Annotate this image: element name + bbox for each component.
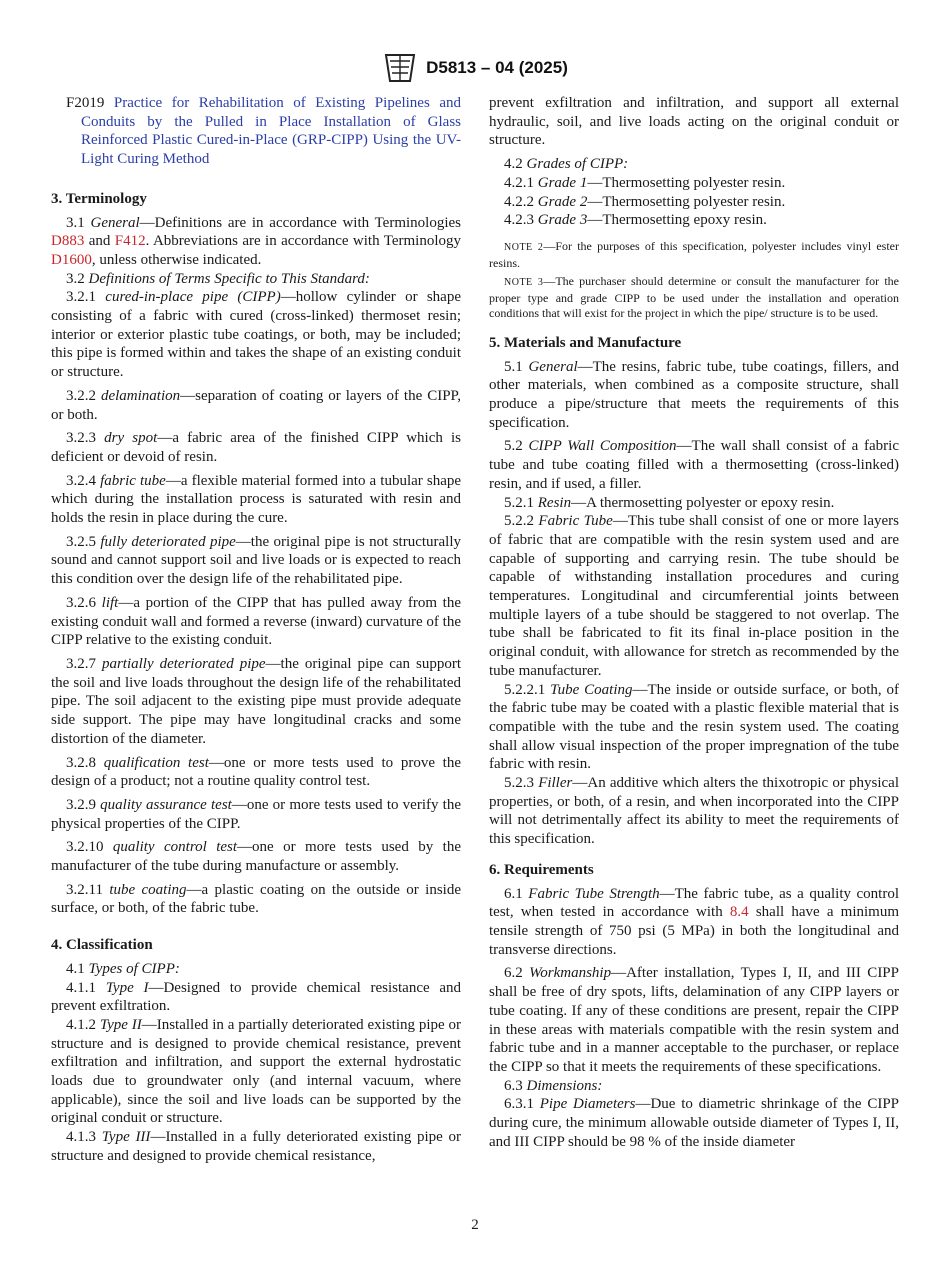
- para-3-2-11: 3.2.11 tube coating—a plastic coating on the outside or inside surface, or both, of the fabric tube.: [51, 881, 461, 917]
- ref-title-link[interactable]: Practice for Rehabilitation of Existing Pipelines and Conduits by the Pulled in Place Installation of Glass Reinforced Plastic Cured-in-Place (GRP-CIPP) Using the UV-Light Curing Method: [81, 95, 461, 168]
- link-8-4[interactable]: 8.4: [729, 904, 749, 921]
- para-4-2: 4.2 Grades of CIPP:: [504, 156, 629, 173]
- standard-designation: D5813 – 04 (2025): [426, 58, 568, 77]
- para-3-2-1: 3.2.1 cured-in-place pipe (CIPP)—hollow cylinder or shape consisting of a fabric with cured (cross-linked) thermoset resin; interior or exterior plastic tube coatings, or both, may be included; this pipe is formed within and takes the shape of an existing conduit or structure.: [51, 289, 461, 381]
- para-5-2-2-1: 5.2.2.1 Tube Coating—The inside or outside surface, or both, of the fabric tube may be coated with a plastic flexible material that is compatible with the tube and the resin system used. The coating shall allow visual inspection of the proper impregnation of the tube fabric with resin.: [489, 681, 900, 773]
- link-f412[interactable]: F412: [114, 233, 146, 250]
- para-4-1-2: 4.1.2 Type II—Installed in a partially deteriorated existing pipe or structure and is designed to provide chemical resistance, prevent exfiltration and infiltration, and support the external hydrostatic loads due to groundwater only (and internal vacuum, where applicable), since the soil and live loads can be supported by the original conduit or structure.: [51, 1016, 461, 1127]
- link-d1600[interactable]: D1600: [51, 251, 92, 268]
- para-3-2-4: 3.2.4 fabric tube—a flexible material formed into a tubular shape which during the installation process is saturated with resin and holds the resin in place during the cure.: [51, 472, 462, 527]
- continuation-text: prevent exfiltration and infiltration, and support all external hydraulic, soil, and live loads acting on the original conduit or structure.: [489, 95, 899, 149]
- para-4-2-1: 4.2.1 Grade 1—Thermosetting polyester resin.: [504, 174, 786, 191]
- para-6-1: 6.1 Fabric Tube Strength—The fabric tube, as a quality control test, when tested in accordance with 8.4 shall have a minimum tensile strength of 750 psi (5 MPa) in both the longitudinal and transverse directions.: [489, 885, 900, 958]
- section-5-heading: 5. Materials and Manufacture: [489, 334, 682, 351]
- note-2: NOTE 2—For the purposes of this specification, polyester includes vinyl ester resins.: [489, 238, 899, 270]
- para-3-2-10: 3.2.10 quality control test—one or more tests used by the manufacturer of the tube during manufacture or assembly.: [51, 839, 462, 875]
- para-3-2-9: 3.2.9 quality assurance test—one or more tests used to verify the physical properties of the CIPP.: [51, 796, 461, 832]
- page-header: [0, 50, 950, 86]
- section-3-heading: 3. Terminology: [51, 190, 147, 207]
- para-5-2-3: 5.2.3 Filler—An additive which alters the thixotropic or physical properties, or both, of a resin, and when incorporated into the CIPP will not detrimentally affect its ability to meet the requirements of this specification.: [489, 775, 900, 848]
- para-6-3-1: 6.3.1 Pipe Diameters—Due to diametric shrinkage of the CIPP during cure, the minimum allowable outside diameter of Types I, II, and III CIPP should be 98 % of the inside diameter: [489, 1096, 900, 1150]
- para-4-1-1: 4.1.1 Type I—Designed to provide chemical resistance and prevent exfiltration.: [51, 979, 462, 1015]
- left-column: [51, 94, 461, 1166]
- para-3-1: 3.1 General—Definitions are in accordance with Terminologies D883 and F412. Abbreviations are in accordance with Terminology D1600, unless otherwise indicated.: [51, 214, 462, 268]
- para-4-2-2: 4.2.2 Grade 2—Thermosetting polyester resin.: [504, 193, 786, 210]
- para-6-3: 6.3 Dimensions:: [504, 1077, 603, 1094]
- reference-f2019: [51, 94, 461, 169]
- para-5-2-1: 5.2.1 Resin—A thermosetting polyester or epoxy resin.: [504, 494, 835, 511]
- ref-code: F2019: [66, 95, 105, 111]
- para-5-1: 5.1 General—The resins, fabric tube, tube coatings, fillers, and other materials, when combined as a composite structure, shall produce a pipe/structure that meets the requirements of this specification.: [489, 358, 900, 431]
- para-4-1: 4.1 Types of CIPP:: [66, 960, 180, 977]
- para-4-1-3: 4.1.3 Type III—Installed in a fully deteriorated existing pipe or structure and designed to provide chemical resistance,: [51, 1129, 462, 1164]
- right-column: [489, 94, 899, 1151]
- para-3-2-6: 3.2.6 lift—a portion of the CIPP that has pulled away from the existing conduit wall and formed a reverse (inward) curvature of the CIPP relative to the existing conduit.: [51, 594, 461, 649]
- para-5-2-2: 5.2.2 Fabric Tube—This tube shall consist of one or more layers of fabric that are compatible with the resin system used and are capable of supporting and carrying resin. The tube should be capable of withstanding installation procedures and curing temperatures. Longitudinal and circumferential joints between multiple layers of a tube should be staggered to not overlap. The tube shall be fabricated to fit its final in-place position in the original conduit, with allowance for stretch as recommended by the tube manufacturer.: [489, 513, 899, 679]
- link-d883[interactable]: D883: [51, 233, 85, 250]
- para-3-2-5: 3.2.5 fully deteriorated pipe—the original pipe is not structurally sound and cannot support soil and live loads or is expected to reach this condition over the design life of the rehabilitated pipe.: [51, 533, 462, 588]
- para-3-2-2: 3.2.2 delamination—separation of coating or layers of the CIPP, or both.: [51, 387, 461, 423]
- para-3-2: 3.2 Definitions of Terms Specific to This Standard:: [66, 270, 370, 287]
- section-4-heading: 4. Classification: [51, 937, 153, 954]
- page-number: 2: [471, 1217, 479, 1233]
- para-5-2: 5.2 CIPP Wall Composition—The wall shall consist of a fabric tube and tube coating filled with a thermosetting (cross-linked) resin, and if used, a filler.: [489, 438, 900, 492]
- section-6-heading: 6. Requirements: [489, 861, 594, 878]
- para-3-2-3: 3.2.3 dry spot—a fabric area of the finished CIPP which is deficient or devoid of resin.: [51, 430, 462, 465]
- para-6-2: 6.2 Workmanship—After installation, Types I, II, and III CIPP shall be free of dry spots, lifts, delamination of any CIPP layers or tube coating. If any of these conditions are present, repair the CIPP in these areas with materials compatible with the resin system and fabric tube and in a manner acceptable to the purchaser, or replace the CIPP so that it meets the requirements of these specifications.: [489, 965, 899, 1075]
- para-4-2-3: 4.2.3 Grade 3—Thermosetting epoxy resin.: [504, 212, 767, 229]
- para-3-2-8: 3.2.8 qualification test—one or more tests used to prove the design of a product; not a routine quality control test.: [51, 754, 462, 790]
- note-3: NOTE 3—The purchaser should determine or consult the manufacturer for the proper type and grade CIPP to be used under the installation and operation conditions that will exist for the project in which the pipe/ structure is to be used.: [489, 274, 899, 321]
- para-3-2-7: 3.2.7 partially deteriorated pipe—the original pipe can support the soil and live loads throughout the design life of the rehabilitated pipe. The soil adjacent to the existing pipe must provide adequate side support. The pipe may have longitudinal cracks and some distortion of the diameter.: [51, 655, 462, 747]
- astm-logo-icon: [382, 51, 418, 85]
